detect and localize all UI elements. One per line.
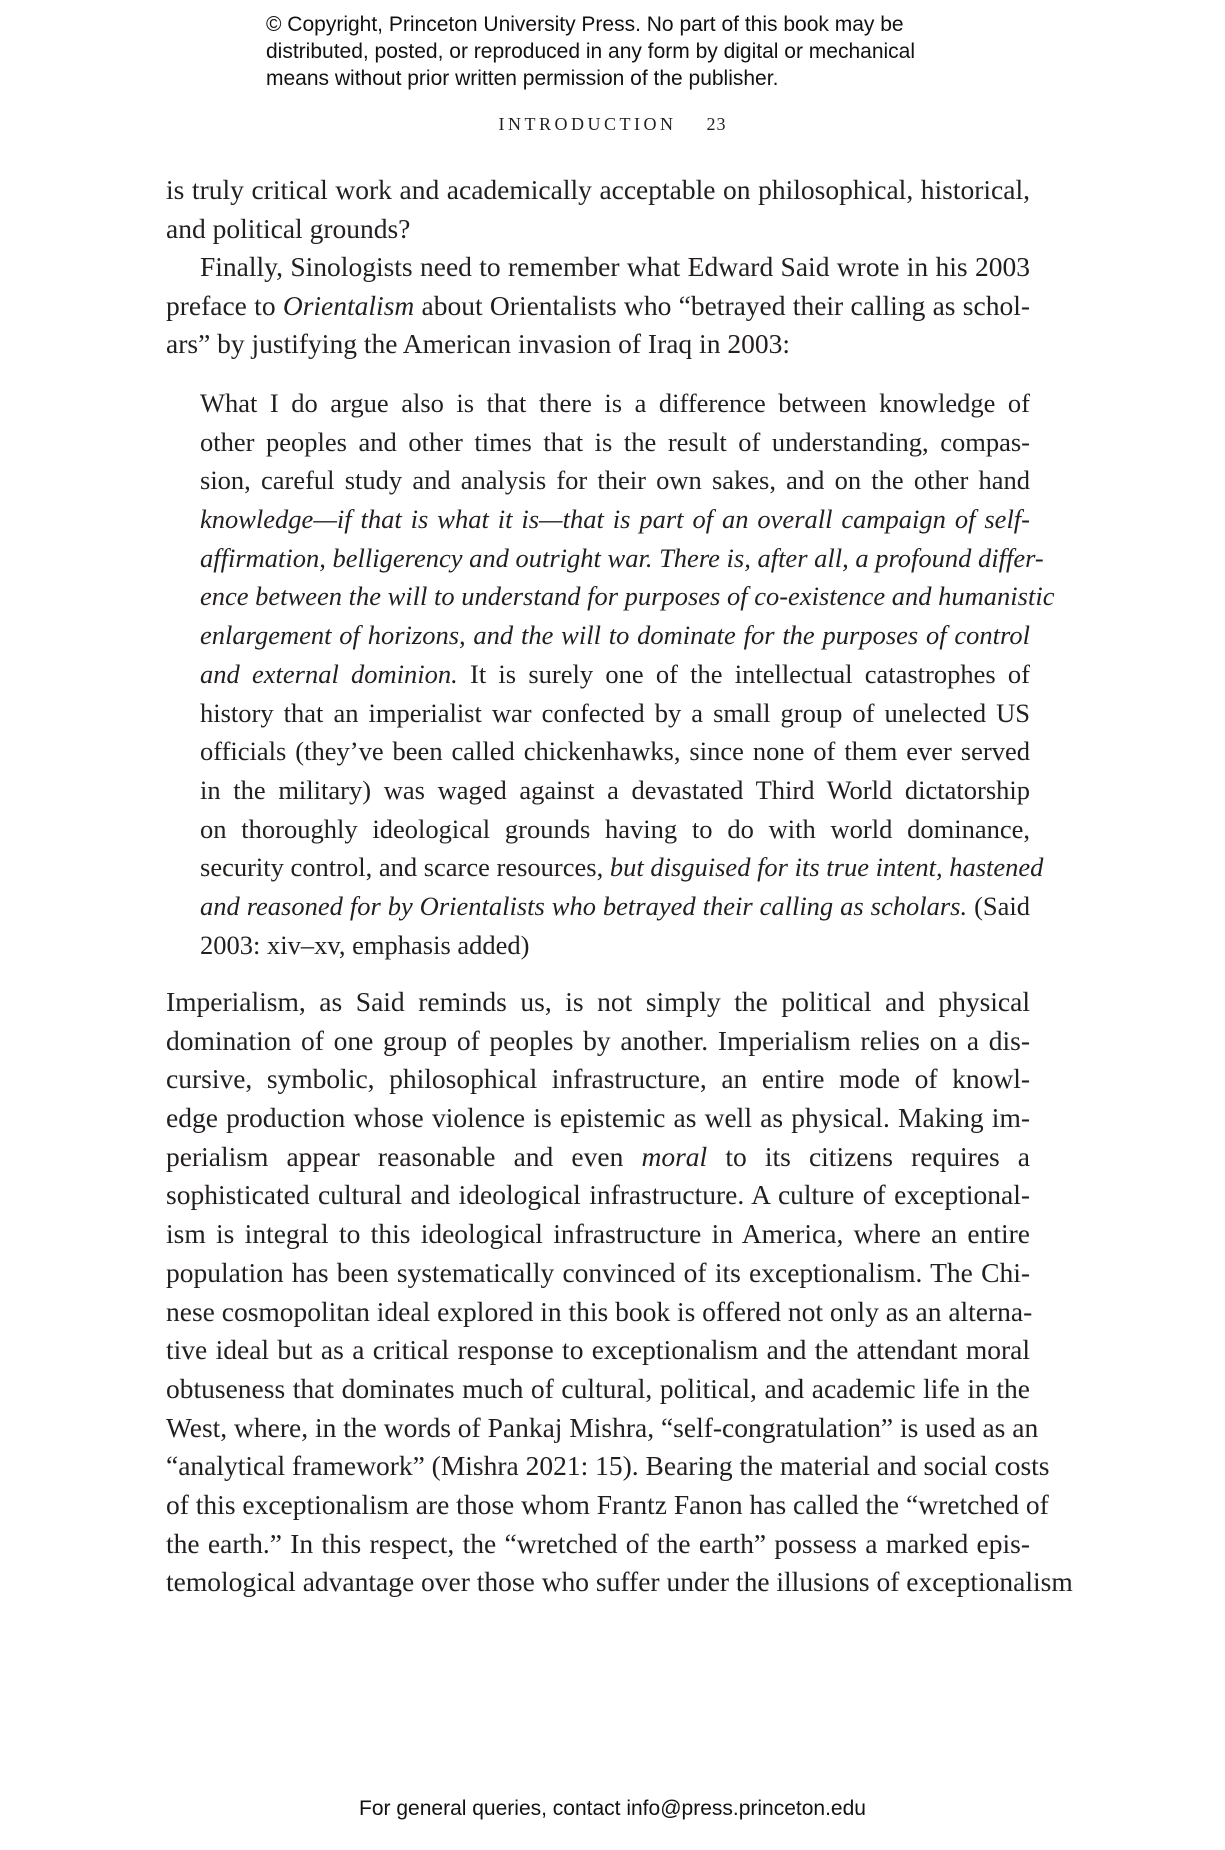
copyright-line: © Copyright, Princeton University Press. No part of this book may be <box>266 13 904 36</box>
quote-line: history that an imperialist war confected by a small group of unelected US <box>200 697 1030 728</box>
text-line: nese cosmopolitan ideal explored in this book is offered not only as an alterna- <box>166 1295 1033 1327</box>
quote-line: 2003: xiv–xv, emphasis added) <box>200 929 530 960</box>
page-number: 23 <box>706 114 727 134</box>
running-head <box>0 114 1225 135</box>
text-line: ars” by justifying the American invasion of Iraq in 2003: <box>166 328 790 360</box>
footer-contact: For general queries, contact info@press.princeton.edu <box>359 1797 866 1820</box>
running-head-title: INTRODUCTION <box>498 114 677 134</box>
quote-line: sion, careful study and analysis for their own sakes, and on the other hand <box>200 465 1030 496</box>
copyright-notice <box>266 11 1026 92</box>
paragraph-opening <box>166 171 1030 248</box>
book-title-orientalism: Orientalism <box>282 289 415 321</box>
paragraph-said-preface <box>166 248 1030 364</box>
text-line: domination of one group of peoples by another. Imperialism relies on a dis- <box>166 1024 1030 1056</box>
block-quote <box>200 384 1055 964</box>
quote-line: affirmation, belligerency and outright war. There is, after all, a profound differ- <box>200 542 1044 573</box>
quote-line: What I do argue also is that there is a difference between knowledge of <box>200 388 1030 418</box>
text-line: sophisticated cultural and ideological infrastructure. A culture of exceptional- <box>166 1179 1030 1211</box>
text-line: Finally, Sinologists need to remember what Edward Said wrote in his 2003 <box>200 251 1030 282</box>
text-line: edge production whose violence is epistemic as well as physical. Making im- <box>166 1102 1030 1134</box>
quote-line: knowledge—if that is what it is—that is part of an overall campaign of self- <box>200 504 1030 535</box>
copyright-line: distributed, posted, or reproduced in any form by digital or mechanical <box>266 40 916 63</box>
quote-line: enlargement of horizons, and the will to dominate for the purposes of control <box>200 620 1030 651</box>
text-line: obtuseness that dominates much of cultural, political, and academic life in the <box>166 1372 1030 1404</box>
paragraph-imperialism <box>166 983 1073 1602</box>
text-line: and political grounds? <box>166 212 411 244</box>
text-line: perialism appear reasonable and even moral to its citizens requires a <box>166 1140 1030 1172</box>
text-line: population has been systematically convinced of its exceptionalism. The Chi- <box>166 1256 1030 1288</box>
text-line: cursive, symbolic, philosophical infrastructure, an entire mode of knowl- <box>166 1063 1030 1095</box>
copyright-line: means without prior written permission of the publisher. <box>266 67 779 90</box>
quote-line: and external dominion. It is surely one of the intellectual catastrophes of <box>200 658 1030 689</box>
text-line: “analytical framework” (Mishra 2021: 15). Bearing the material and social costs <box>166 1450 1050 1482</box>
quote-line: in the military) was waged against a devastated Third World dictatorship <box>200 774 1030 805</box>
text-line: preface to Orientalism about Orientalists who “betrayed their calling as schol- <box>166 289 1031 321</box>
text-line: West, where, in the words of Pankaj Mishra, “self-congratulation” is used as an <box>166 1411 1039 1443</box>
text-line: the earth.” In this respect, the “wretched of the earth” possess a marked epis- <box>166 1527 1030 1559</box>
text-line: tive ideal but as a critical response to exceptionalism and the attendant moral <box>166 1334 1030 1366</box>
quote-line: ence between the will to understand for purposes of co-existence and humanistic <box>200 581 1055 612</box>
quote-line: other peoples and other times that is the result of understanding, compas- <box>200 426 1030 457</box>
quote-line: officials (they’ve been called chickenhawks, since none of them ever served <box>200 736 1030 767</box>
text-line: of this exceptionalism are those whom Frantz Fanon has called the “wretched of <box>166 1488 1049 1520</box>
quote-line: on thoroughly ideological grounds having to do with world dominance, <box>200 813 1030 844</box>
text-line: Imperialism, as Said reminds us, is not simply the political and physical <box>166 986 1030 1017</box>
quote-line: security control, and scarce resources, but disguised for its true intent, hastened <box>200 852 1044 883</box>
text-line: ism is integral to this ideological infrastructure in America, where an entire <box>166 1218 1030 1250</box>
text-line: temological advantage over those who suffer under the illusions of exceptionalism <box>166 1566 1073 1598</box>
text-line: is truly critical work and academically acceptable on philosophical, historical, <box>166 174 1030 205</box>
quote-line: and reasoned for by Orientalists who betrayed their calling as scholars. (Said <box>200 890 1031 921</box>
